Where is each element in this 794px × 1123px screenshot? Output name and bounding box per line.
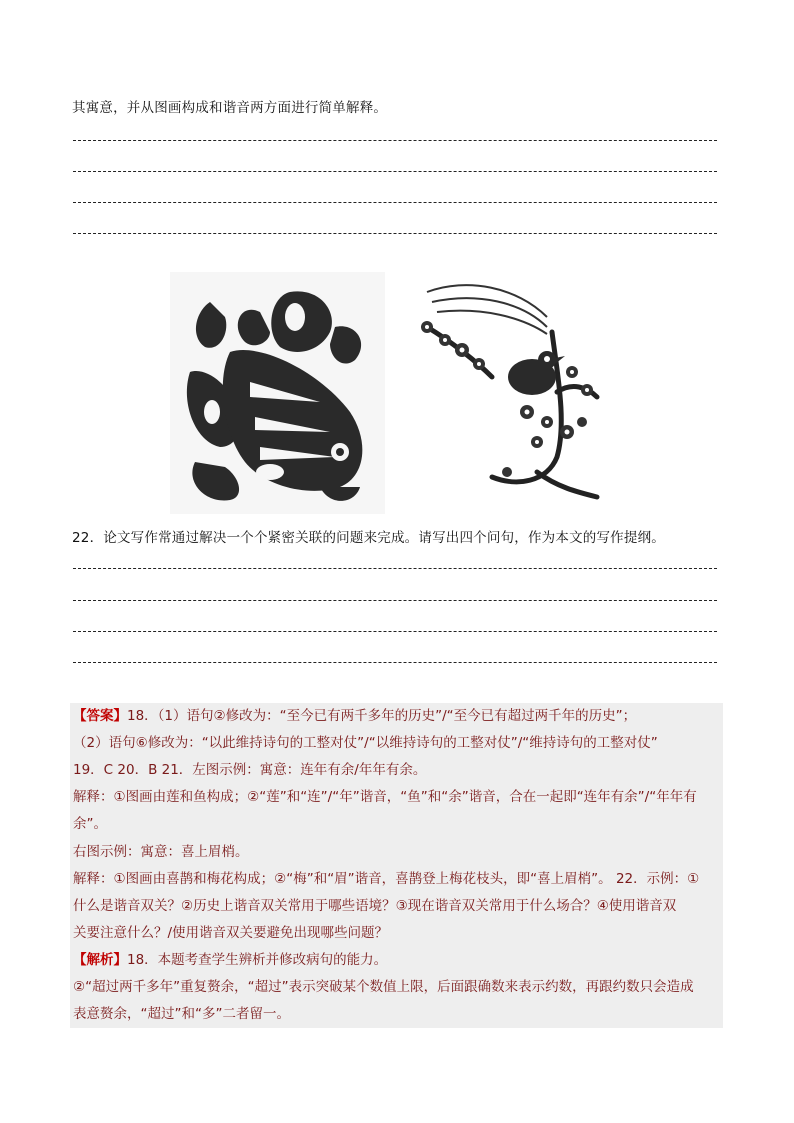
analysis-line-1: 【解析】18．本题考查学生辨析并修改病句的能力。: [73, 952, 388, 968]
answer-line[interactable]: [73, 202, 717, 203]
question-21-continuation: 其寓意，并从图画构成和谐音两方面进行简单解释。: [72, 100, 388, 116]
answer-line-5: 余”。: [73, 816, 107, 832]
analysis-line-3: 表意赘余，“超过”和“多”二者留一。: [73, 1006, 290, 1022]
answer-line-1: 【答案】18．（1）语句②修改为：“至今已有两千多年的历史”/“至今已有超过两千年的历史”；: [73, 708, 637, 724]
answer-line-3: 19．C 20．B 21．左图示例：寓意：连年有余/年年有余。: [73, 762, 427, 778]
answer-line-8: 什么是谐音双关？②历史上谐音双关常用于哪些语境？③现在谐音双关常用于什么场合？④使用谐音双: [73, 898, 677, 914]
question-22: 22．论文写作常通过解决一个个紧密关联的问题来完成。请写出四个问句，作为本文的写作提纲。: [72, 530, 665, 546]
analysis-line-2: ②“超过两千多年”重复赘余，“超过”表示突破某个数值上限，后面跟确数来表示约数，再跟约数只会造成: [73, 979, 694, 995]
answer-line-6: 右图示例：寓意：喜上眉梢。: [73, 844, 249, 860]
answer-line[interactable]: [73, 600, 717, 601]
answer-line[interactable]: [73, 233, 717, 234]
answer-line-7: 解释：①图画由喜鹊和梅花构成；②“梅”和“眉”谐音，喜鹊登上梅花枝头，即“喜上眉梢”。 22．示例：①: [73, 871, 700, 887]
answer-line[interactable]: [73, 140, 717, 141]
answer-line[interactable]: [73, 631, 717, 632]
answer-line-9: 关要注意什么？/使用谐音双关要避免出现哪些问题？: [73, 925, 389, 941]
fish-lotus-papercut-image: [170, 272, 385, 514]
answer-line[interactable]: [73, 568, 717, 569]
answer-line-4: 解释：①图画由莲和鱼构成；②“莲”和“连”/“年”谐音，“鱼”和“余”谐音，合在一起即“连年有余”/“年年有: [73, 789, 697, 805]
answer-line[interactable]: [73, 171, 717, 172]
answer-line-2: （2）语句⑥修改为：“以此维持诗句的工整对仗”/“以维持诗句的工整对仗”/“维持诗句的工整对仗”: [73, 735, 658, 751]
analysis-tag: 【解析】: [73, 952, 127, 968]
magpie-plum-papercut-image: [407, 272, 622, 514]
papercut-figures: [170, 272, 625, 514]
answer-line[interactable]: [73, 662, 717, 663]
answer-tag: 【答案】: [73, 708, 127, 724]
